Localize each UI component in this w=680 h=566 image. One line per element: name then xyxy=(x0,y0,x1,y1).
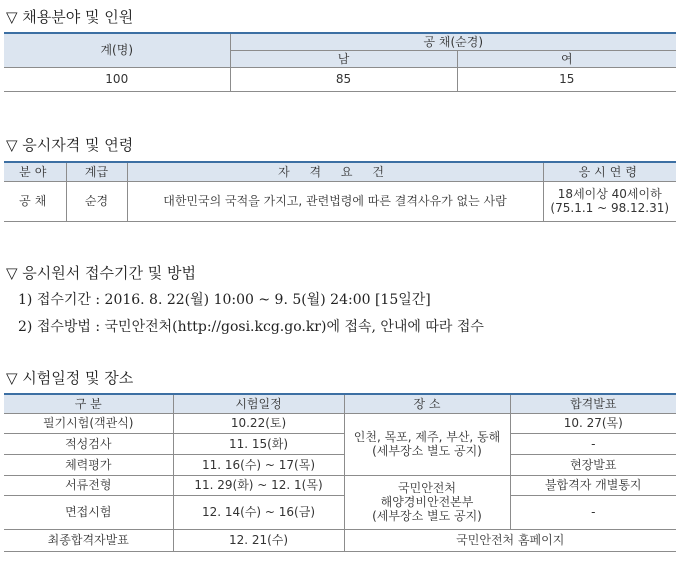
header-requirement: 자 격 요 건 xyxy=(127,162,543,181)
cell-rank: 순경 xyxy=(66,181,127,221)
header-stage: 구 분 xyxy=(4,394,173,413)
place-note: (세부장소 별도 공지) xyxy=(372,509,482,523)
stage-written: 필기시험(객관식) xyxy=(4,413,173,433)
section-title-application: ▽ 응시원서 접수기간 및 방법 xyxy=(6,264,196,282)
cell-field: 공채 xyxy=(4,181,66,221)
header-female: 여 xyxy=(457,50,676,67)
result-interview: - xyxy=(510,495,676,529)
cell-total: 100 xyxy=(4,67,230,91)
age-range: 18세이상 40세이하 xyxy=(557,187,662,201)
qualification-table xyxy=(4,161,676,222)
section-title-schedule: ▽ 시험일정 및 장소 xyxy=(6,369,134,387)
date-physical: 11. 16(수) ~ 17(목) xyxy=(173,454,344,475)
place-regional xyxy=(344,413,510,475)
result-physical: 현장발표 xyxy=(510,454,676,475)
application-method: 2) 접수방법 : 국민안전처(http://gosi.kcg.go.kr)에 접속, 안내에 따라 접수 xyxy=(18,319,484,335)
date-aptitude: 11. 15(화) xyxy=(173,433,344,454)
schedule-table xyxy=(4,393,676,552)
stage-final: 최종합격자발표 xyxy=(4,529,173,551)
header-male: 남 xyxy=(230,50,457,67)
place-cities: 인천, 목포, 제주, 부산, 동해 xyxy=(353,430,501,444)
header-place: 장 소 xyxy=(344,394,510,413)
result-documents: 불합격자 개별통지 xyxy=(510,475,676,495)
final-announcement-place: 국민안전처 홈페이지 xyxy=(344,529,676,551)
result-aptitude: - xyxy=(510,433,676,454)
cell-age xyxy=(543,181,676,221)
date-documents: 11. 29(화) ~ 12. 1(목) xyxy=(173,475,344,495)
header-result: 합격발표 xyxy=(510,394,676,413)
stage-interview: 면접시험 xyxy=(4,495,173,529)
stage-aptitude: 적성검사 xyxy=(4,433,173,454)
date-interview: 12. 14(수) ~ 16(금) xyxy=(173,495,344,529)
date-final: 12. 21(수) xyxy=(173,529,344,551)
header-age: 응시연령 xyxy=(543,162,676,181)
cell-female: 15 xyxy=(457,67,676,91)
birth-range: (75.1.1 ~ 98.12.31) xyxy=(550,201,670,215)
result-written: 10. 27(목) xyxy=(510,413,676,433)
place-coast-guard: 해양경비안전본부 xyxy=(380,495,474,509)
header-open-recruitment: 공 채(순경) xyxy=(230,33,676,50)
place-headquarters xyxy=(344,475,510,529)
header-field: 분야 xyxy=(4,162,66,181)
place-note: (세부장소 별도 공지) xyxy=(372,444,482,458)
section-title-qualification: ▽ 응시자격 및 연령 xyxy=(6,136,134,154)
place-ministry: 국민안전처 xyxy=(398,481,456,495)
section-title-recruitment: ▽ 채용분야 및 인원 xyxy=(6,8,134,26)
cell-male: 85 xyxy=(230,67,457,91)
date-written: 10.22(토) xyxy=(173,413,344,433)
header-total: 계(명) xyxy=(4,33,230,67)
header-rank: 계급 xyxy=(66,162,127,181)
application-period: 1) 접수기간 : 2016. 8. 22(월) 10:00 ~ 9. 5(월) 24:00 [15일간] xyxy=(18,292,431,308)
stage-physical: 체력평가 xyxy=(4,454,173,475)
header-date: 시험일정 xyxy=(173,394,344,413)
cell-requirement: 대한민국의 국적을 가지고, 관련법령에 따른 결격사유가 없는 사람 xyxy=(127,181,543,221)
stage-documents: 서류전형 xyxy=(4,475,173,495)
recruitment-table xyxy=(4,32,676,92)
